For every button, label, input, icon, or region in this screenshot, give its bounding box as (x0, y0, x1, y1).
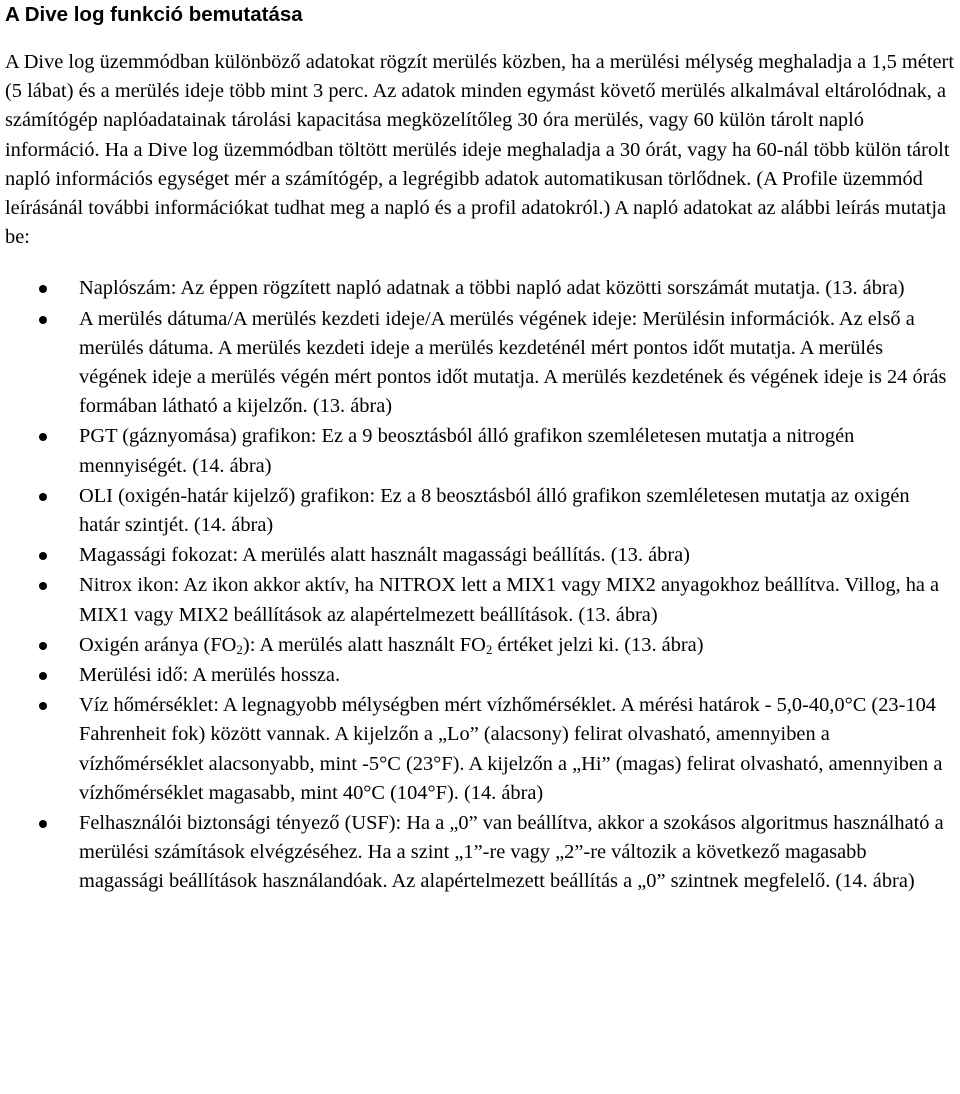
bullet-icon (39, 493, 47, 501)
list-item-water-temperature: Víz hőmérséklet: A legnagyobb mélységben mért vízhőmérséklet. A mérési határok - 5,0-40,0°C (23-104 Fahrenheit fok) között vannak. A kijelzőn a „Lo” (alacsony) felirat olvasható, amennyiben a vízhőmérséklet alacsonyabb, mint -5°C (23°F). A kijelzőn a „Hi” (magas) felirat olvasható, amennyiben a vízhőmérséklet magasabb, mint 40°C (104°F). (14. ábra) (5, 691, 955, 808)
list-item-dive-time: Merülési idő: A merülés hossza. (5, 661, 955, 690)
bullet-icon (39, 702, 47, 710)
list-item-user-safety-factor: Felhasználói biztonsági tényező (USF): Ha a „0” van beállítva, akkor a szokásos algoritmus használható a merülési számítások elvégzéséhez. Ha a szint „1”-re vagy „2”-re változik a következő magasabb magassági beállítások használandóak. Az alapértelmezett beállítás a „0” szintnek megfelelő. (14. ábra) (5, 809, 955, 897)
bullet-icon (39, 552, 47, 560)
bullet-icon (39, 285, 47, 293)
list-item-log-number: Naplószám: Az éppen rögzített napló adatnak a többi napló adat közötti sorszámát mutatja. (13. ábra) (5, 274, 955, 303)
bullet-icon (39, 672, 47, 680)
bullet-icon (39, 582, 47, 590)
list-item-pgt-graph: PGT (gáznyomása) grafikon: Ez a 9 beosztásból álló grafikon szemléletesen mutatja a nitrogén mennyiségét. (14. ábra) (5, 422, 955, 480)
page-title: A Dive log funkció bemutatása (5, 3, 303, 26)
data-list (5, 274, 955, 896)
intro-paragraph: A Dive log üzemmódban különböző adatokat rögzít merülés közben, ha a merülési mélység meghaladja a 1,5 métert (5 lábat) és a merülés ideje több mint 3 perc. Az adatok minden egymást követő merülés alkalmával eltárolódnak, a számítógép naplóadatainak tárolási kapacitása megközelítőleg 30 óra merülés, vagy 60 külön tárolt napló információ. Ha a Dive log üzemmódban töltött merülés ideje meghaladja a 30 órát, vagy ha 60-nál több külön tárolt napló információs egységet mér a számítógép, a legrégibb adatok automatikusan törlődnek. (A Profile üzemmód leírásánál további információkat tudhat meg a napló és a profil adatokról.) A napló adatokat az alábbi leírás mutatja be: (5, 51, 955, 249)
list-item-oli-graph: OLI (oxigén-határ kijelző) grafikon: Ez a 8 beosztásból álló grafikon szemléletesen mutatja az oxigén határ szintjét. (14. ábra) (5, 482, 955, 540)
bullet-icon (39, 642, 47, 650)
list-item-nitrox-icon: Nitrox ikon: Az ikon akkor aktív, ha NITROX lett a MIX1 vagy MIX2 anyagokhoz beállítva. Villog, ha a MIX1 vagy MIX2 beállítások az alapértelmezett beállítások. (13. ábra) (5, 571, 955, 629)
list-item-dive-date-time: A merülés dátuma/A merülés kezdeti ideje/A merülés végének ideje: Merülésin információk. Az első a merülés dátuma. A merülés kezdeti ideje a merülés kezdeténél mért pontos időt mutatja. A merülés végének ideje a merülés végén mért pontos időt mutatja. A merülés kezdetének és végének ideje is 24 órás formában látható a kijelzőn. (13. ábra) (5, 305, 955, 422)
bullet-icon (39, 433, 47, 441)
bullet-icon (39, 820, 47, 828)
bullet-icon (39, 316, 47, 324)
list-item-oxygen-ratio: Oxigén aránya $(FO_2)$: A merülés alatt használt $FO_2$ értéket jelzi ki. (13. ábra) (5, 631, 955, 660)
list-item-altitude-level: Magassági fokozat: A merülés alatt használt magassági beállítás. (13. ábra) (5, 541, 955, 570)
